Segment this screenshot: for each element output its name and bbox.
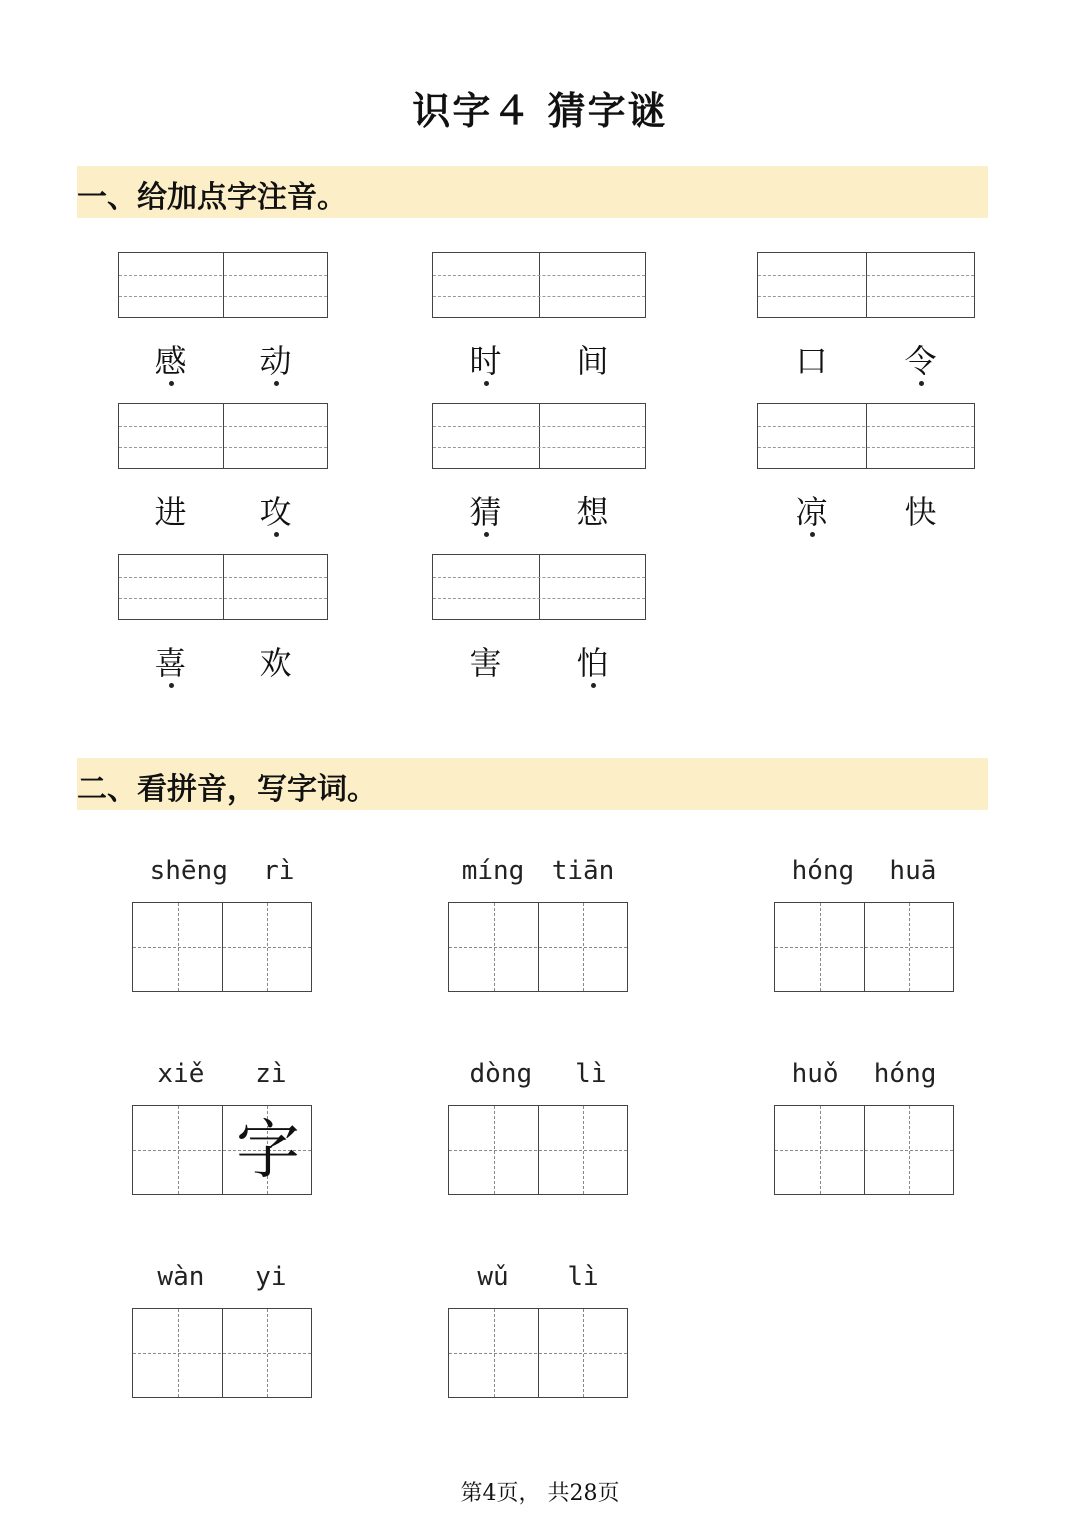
pinyin-syllable: míng <box>461 856 525 886</box>
word-character: 怕 <box>539 638 646 684</box>
pinyin-label <box>132 1262 312 1302</box>
word-character: 间 <box>576 342 609 380</box>
word-character: 想 <box>576 493 609 531</box>
page-title: 识字４ 猜字谜 <box>412 89 668 133</box>
pinyin-syllable: huā <box>889 856 937 886</box>
pinyin-exercise-group <box>118 252 328 382</box>
tianzige-writing-box[interactable] <box>132 1105 312 1195</box>
writing-exercise-group <box>132 1059 312 1195</box>
tianzige-writing-box[interactable] <box>448 1308 628 1398</box>
pinyin-syllable: hóng <box>873 1059 937 1089</box>
word-character: 进 <box>154 493 187 531</box>
pinyin-exercise-group <box>118 554 328 684</box>
pinyin-label <box>132 856 312 896</box>
pinyin-label <box>448 856 628 896</box>
word-character: 感 <box>118 336 223 382</box>
pinyin-answer-box[interactable] <box>757 403 975 469</box>
pinyin-label <box>132 1059 312 1099</box>
pinyin-answer-box[interactable] <box>432 554 646 620</box>
writing-exercise-group <box>448 856 628 992</box>
word-character: 害 <box>469 644 502 682</box>
pinyin-syllable: yi <box>255 1262 287 1292</box>
sample-written-character: 字 <box>236 1114 300 1188</box>
pinyin-label <box>448 1059 628 1099</box>
tianzige-writing-box[interactable] <box>132 1308 312 1398</box>
pinyin-label <box>774 1059 954 1099</box>
pinyin-answer-box[interactable] <box>118 252 328 318</box>
pinyin-exercise-group <box>432 554 646 684</box>
pinyin-exercise-group <box>432 403 646 533</box>
writing-exercise-group <box>132 856 312 992</box>
pinyin-syllable: zì <box>255 1059 287 1089</box>
pinyin-syllable: lì <box>575 1059 607 1089</box>
pinyin-syllable: xiě <box>157 1059 205 1089</box>
tianzige-writing-box[interactable] <box>774 902 954 992</box>
tianzige-writing-box[interactable] <box>132 902 312 992</box>
pinyin-exercise-group <box>757 252 975 382</box>
pinyin-answer-box[interactable] <box>757 252 975 318</box>
writing-exercise-group <box>132 1262 312 1398</box>
pinyin-syllable: dòng <box>469 1059 533 1089</box>
pinyin-exercise-group <box>118 403 328 533</box>
tianzige-writing-box[interactable] <box>448 902 628 992</box>
pinyin-syllable: tiān <box>551 856 615 886</box>
word-character: 快 <box>904 493 937 531</box>
tianzige-writing-box[interactable] <box>448 1105 628 1195</box>
pinyin-exercise-group <box>432 252 646 382</box>
pinyin-syllable: hóng <box>791 856 855 886</box>
pinyin-label <box>774 856 954 896</box>
word-character: 令 <box>866 336 975 382</box>
pinyin-answer-box[interactable] <box>432 403 646 469</box>
section-2-header <box>77 758 988 810</box>
pinyin-answer-box[interactable] <box>118 403 328 469</box>
writing-exercise-group <box>448 1059 628 1195</box>
pinyin-syllable: rì <box>263 856 295 886</box>
pinyin-syllable: shēng <box>149 856 228 886</box>
pinyin-answer-box[interactable] <box>432 252 646 318</box>
section-2-heading: 二、看拼音，写字词。 <box>77 772 377 807</box>
word-character: 猜 <box>432 487 539 533</box>
pinyin-syllable: wǔ <box>477 1262 509 1292</box>
word-character: 攻 <box>223 487 328 533</box>
word-character: 时 <box>432 336 539 382</box>
pinyin-syllable: huǒ <box>791 1059 839 1089</box>
word-character: 口 <box>795 342 828 380</box>
writing-exercise-group <box>774 856 954 992</box>
pinyin-answer-box[interactable] <box>118 554 328 620</box>
word-character: 喜 <box>118 638 223 684</box>
pinyin-syllable: lì <box>567 1262 599 1292</box>
writing-exercise-group <box>448 1262 628 1398</box>
pinyin-syllable: wàn <box>157 1262 205 1292</box>
section-1-header <box>77 166 988 218</box>
word-character: 欢 <box>259 644 292 682</box>
pinyin-exercise-group <box>757 403 975 533</box>
page-footer: 第4页， 共28页 <box>460 1481 620 1506</box>
word-character: 凉 <box>757 487 866 533</box>
writing-exercise-group <box>774 1059 954 1195</box>
tianzige-writing-box[interactable] <box>774 1105 954 1195</box>
word-character: 动 <box>223 336 328 382</box>
section-1-heading: 一、给加点字注音。 <box>77 180 347 215</box>
pinyin-label <box>448 1262 628 1302</box>
